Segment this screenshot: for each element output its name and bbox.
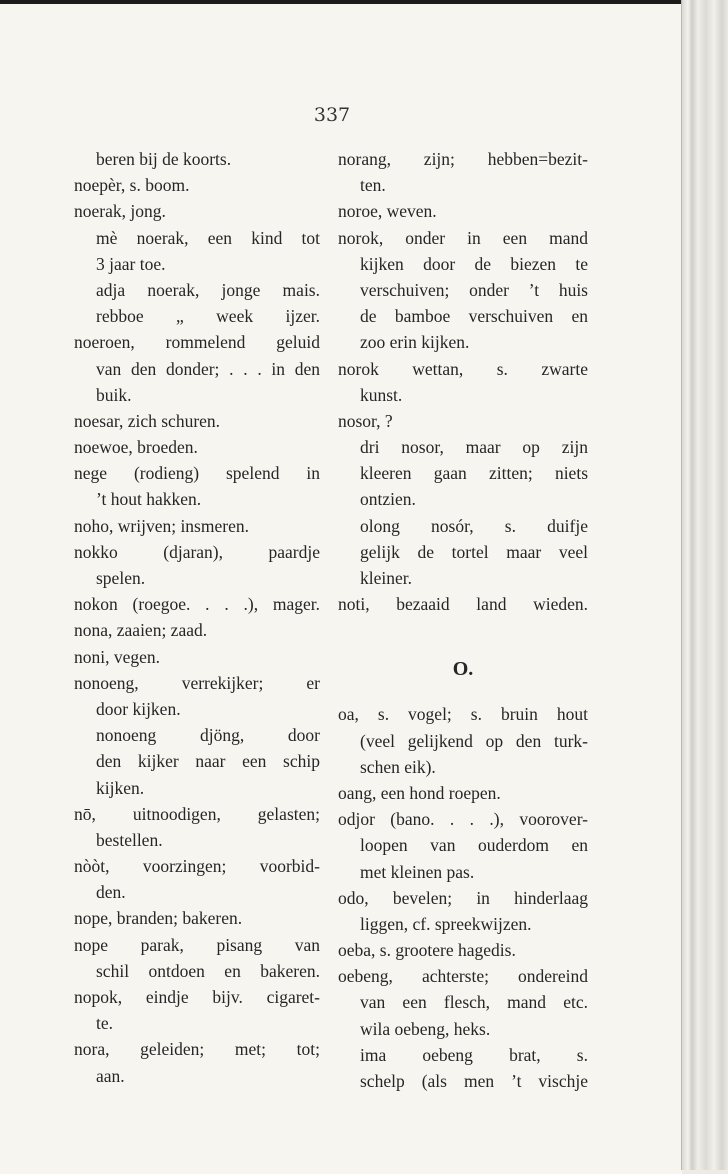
- dictionary-line: den.: [96, 882, 126, 903]
- dictionary-line: noepèr, s. boom.: [74, 175, 190, 196]
- dictionary-line: met kleinen pas.: [360, 861, 475, 882]
- dictionary-line: noeroen, rommelend geluid: [74, 332, 320, 353]
- dictionary-line: oebeng, achterste; ondereind: [338, 966, 588, 987]
- dictionary-line: spelen.: [96, 568, 146, 588]
- dictionary-line: nona, zaaien; zaad.: [74, 620, 208, 641]
- dictionary-line: noewoe, broeden.: [74, 437, 198, 458]
- dictionary-line: nonoeng, verrekijker; er: [74, 672, 320, 693]
- dictionary-line: oa, s. vogel; s. bruin hout: [338, 704, 588, 725]
- dictionary-line: door kijken.: [96, 698, 181, 719]
- right-column-bottom: [338, 701, 588, 1094]
- dictionary-line: nòòt, voorzingen; voorbid-: [74, 856, 320, 877]
- dictionary-line: nosor, ?: [338, 410, 393, 431]
- dictionary-line: 3 jaar toe.: [96, 253, 166, 274]
- dictionary-line: kijken.: [96, 777, 145, 798]
- dictionary-line: noerak, jong.: [74, 201, 166, 222]
- dictionary-line: nope parak, pisang van: [74, 934, 320, 955]
- dictionary-line: olong nosór, s. duifje: [360, 515, 588, 536]
- dictionary-line: nonoeng djöng, door: [96, 725, 320, 746]
- dictionary-line: beren bij de koorts.: [96, 149, 232, 169]
- dictionary-line: nokko (djaran), paardje: [74, 541, 320, 562]
- dictionary-line: mè noerak, een kind tot: [96, 227, 320, 248]
- dictionary-line: kijken door de biezen te: [360, 253, 588, 274]
- dictionary-line: adja noerak, jonge mais.: [96, 279, 320, 300]
- section-heading: O.: [452, 658, 474, 681]
- left-column: [74, 146, 320, 1089]
- dictionary-line: van den donder; . . . in den: [96, 358, 320, 379]
- dictionary-line: (veel gelijkend op den turk-: [360, 730, 588, 751]
- dictionary-line: ’t hout hakken.: [96, 489, 202, 510]
- dictionary-line: wila oebeng, heks.: [360, 1018, 491, 1039]
- dictionary-line: kunst.: [360, 384, 403, 405]
- dictionary-line: te.: [96, 1013, 114, 1034]
- dictionary-line: nokon (roegoe. . . .), mager.: [74, 594, 320, 615]
- dictionary-line: kleeren gaan zitten; niets: [360, 463, 588, 484]
- dictionary-line: oeba, s. grootere hagedis.: [338, 940, 516, 961]
- dictionary-line: schelp (als men ’t vischje: [360, 1071, 588, 1091]
- right-column: [338, 146, 588, 1094]
- dictionary-line: schen eik).: [360, 756, 436, 777]
- right-column-top: [338, 146, 588, 617]
- dictionary-line: rebboe „ week ijzer.: [96, 306, 320, 327]
- dictionary-line: odjor (bano. . . .), voorover-: [338, 809, 588, 830]
- dictionary-line: noti, bezaaid land wieden.: [338, 594, 588, 615]
- dictionary-line: den kijker naar een schip: [96, 751, 320, 772]
- dictionary-line: de bamboe verschuiven en: [360, 306, 588, 327]
- dictionary-line: aan.: [96, 1065, 125, 1086]
- dictionary-line: nō, uitnoodigen, gelasten;: [74, 803, 320, 824]
- dictionary-line: buik.: [96, 384, 132, 405]
- dictionary-line: dri nosor, maar op zijn: [360, 437, 588, 458]
- dictionary-line: nora, geleiden; met; tot;: [74, 1039, 320, 1060]
- dictionary-line: zoo erin kijken.: [360, 332, 470, 353]
- dictionary-line: verschuiven; onder ’t huis: [360, 279, 588, 300]
- dictionary-line: van een flesch, mand etc.: [360, 992, 588, 1013]
- dictionary-line: schil ontdoen en bakeren.: [96, 960, 320, 981]
- dictionary-line: norang, zijn; hebben=bezit-: [338, 149, 588, 169]
- dictionary-line: ontzien.: [360, 489, 416, 510]
- dictionary-line: liggen, cf. spreekwijzen.: [360, 913, 532, 934]
- page-edge: [681, 0, 728, 1170]
- dictionary-line: bestellen.: [96, 829, 163, 850]
- dictionary-line: noho, wrijven; insmeren.: [74, 515, 249, 536]
- dictionary-line: noroe, weven.: [338, 201, 437, 222]
- dictionary-line: nope, branden; bakeren.: [74, 908, 243, 929]
- dictionary-line: ima oebeng brat, s.: [360, 1044, 588, 1065]
- dictionary-line: norok, onder in een mand: [338, 227, 588, 248]
- dictionary-line: norok wettan, s. zwarte: [338, 358, 588, 379]
- dictionary-line: oang, een hond roepen.: [338, 782, 501, 803]
- dictionary-line: nege (rodieng) spelend in: [74, 463, 320, 484]
- dictionary-line: noesar, zich schuren.: [74, 410, 221, 431]
- dictionary-line: ten.: [360, 175, 386, 196]
- dictionary-line: noni, vegen.: [74, 646, 161, 667]
- dictionary-line: nopok, eindje bijv. cigaret-: [74, 987, 320, 1007]
- page-number: 337: [313, 104, 351, 126]
- section-gap: [338, 617, 588, 643]
- dictionary-line: odo, bevelen; in hinderlaag: [338, 887, 588, 908]
- dictionary-line: gelijk de tortel maar veel: [360, 541, 588, 562]
- dictionary-line: loopen van ouderdom en: [360, 835, 588, 856]
- dictionary-line: kleiner.: [360, 568, 412, 588]
